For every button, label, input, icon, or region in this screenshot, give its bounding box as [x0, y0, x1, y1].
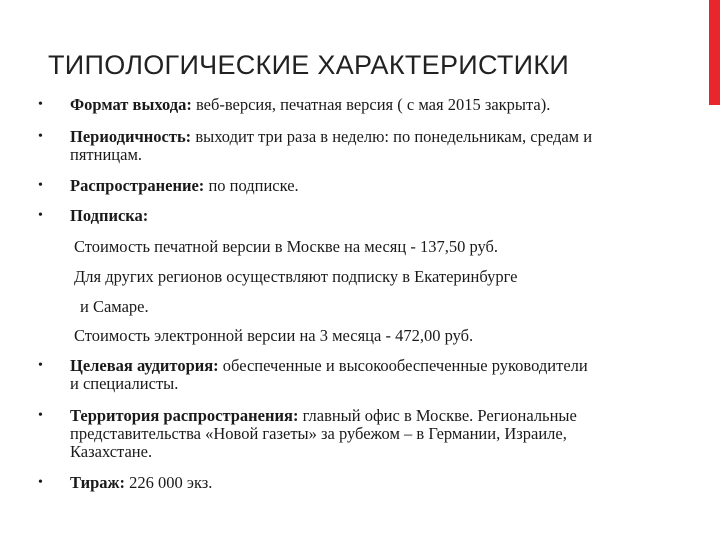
- subscription-line: Стоимость электронной версии на 3 месяца - 472,00 руб.: [74, 326, 474, 345]
- item-label: Формат выхода:: [70, 95, 192, 114]
- bullet-icon: •: [38, 408, 43, 423]
- item-label: Территория распространения:: [70, 406, 299, 425]
- item-label: Тираж:: [70, 473, 125, 492]
- bullet-icon: •: [38, 475, 43, 490]
- item-text: веб-версия, печатная версия ( с мая 2015 закрыта).: [191, 95, 551, 114]
- item-text: по подписке.: [204, 176, 299, 195]
- subscription-line: и Самаре.: [80, 297, 149, 316]
- bullet-icon: •: [38, 358, 43, 373]
- bullet-icon: •: [38, 97, 43, 112]
- slide-title: ТИПОЛОГИЧЕСКИЕ ХАРАКТЕРИСТИКИ: [48, 50, 570, 80]
- item-label: Целевая аудитория:: [70, 356, 219, 375]
- bullet-icon: •: [38, 129, 43, 144]
- subscription-line: Стоимость печатной версии в Москве на месяц - 137,50 руб.: [74, 237, 499, 256]
- item-label: Подписка:: [70, 206, 149, 225]
- bullet-icon: •: [38, 178, 43, 193]
- item-text: выходит три раза в неделю: по понедельникам, средам и пятницам.: [70, 127, 593, 164]
- item-text: 226 000 экз.: [125, 473, 213, 492]
- bullet-icon: •: [38, 208, 43, 223]
- item-text: обеспеченные и высокообеспеченные руководители и специалисты.: [70, 356, 588, 393]
- subscription-line: Для других регионов осуществляют подписку в Екатеринбурге: [74, 267, 518, 286]
- item-label: Периодичность:: [70, 127, 192, 146]
- item-label: Распространение:: [70, 176, 205, 195]
- item-text: главный офис в Москве. Региональные представительства «Новой газеты» за рубежом – в Германии, Израиле, Казахстане.: [70, 406, 577, 461]
